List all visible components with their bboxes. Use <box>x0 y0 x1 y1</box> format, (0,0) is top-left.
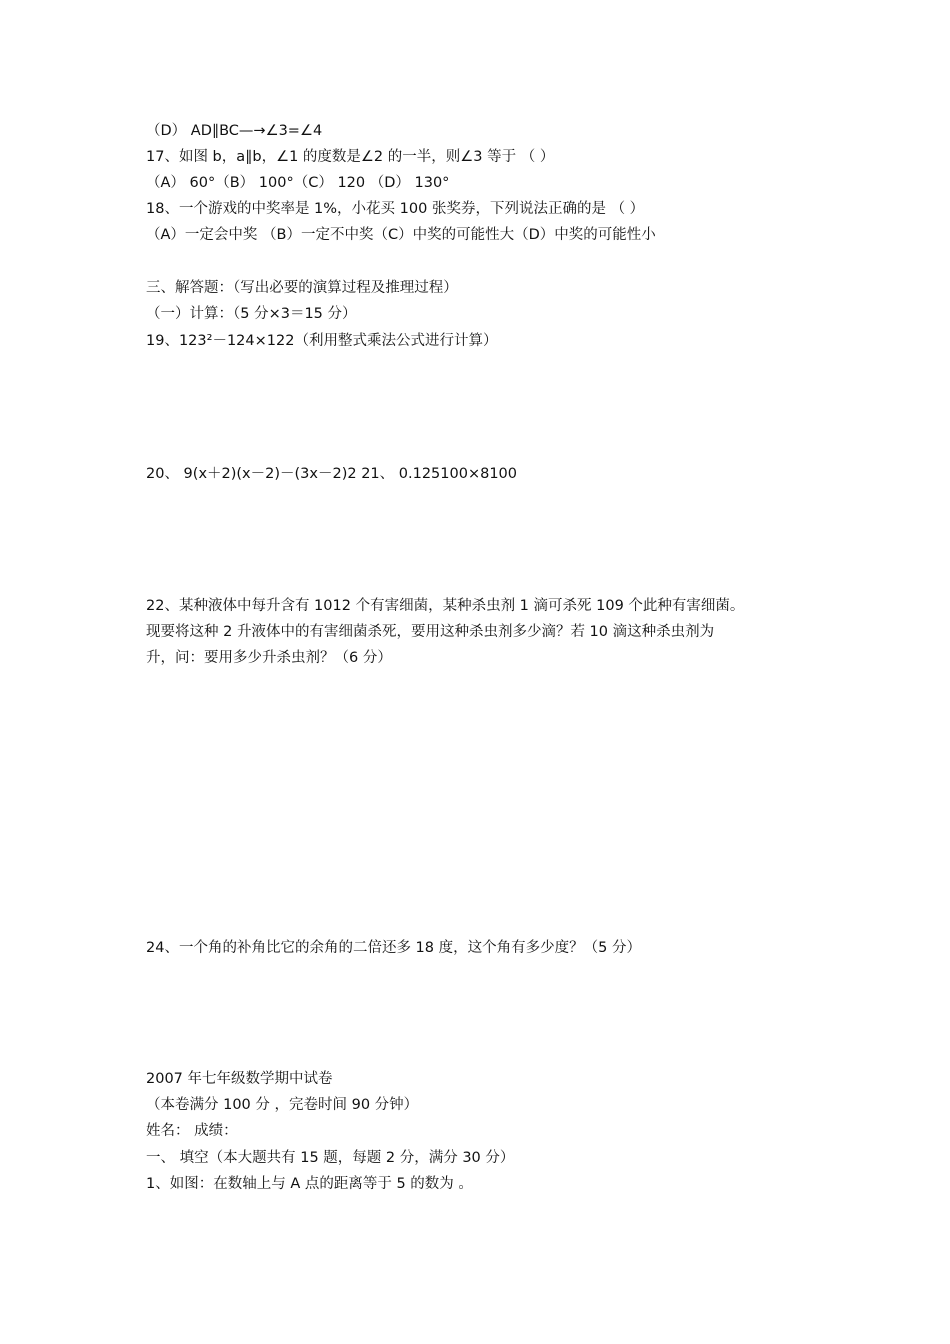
section-one-heading: 一、 填空（本大题共有 15 题，每题 2 分，满分 30 分） <box>146 1150 515 1166</box>
question-22-line-1: 22、某种液体中每升含有 1012 个有害细菌，某种杀虫剂 1 滴可杀死 109 个此种有害细菌。 <box>146 598 745 614</box>
question-18-options: （A）一定会中奖 （B）一定不中奖（C）中奖的可能性大（D）中奖的可能性小 <box>146 227 656 243</box>
question-20-21: 20、 9(x＋2)(x－2)－(3x－2)2 21、 0.125100×8100 <box>146 466 518 482</box>
option-d-line: （D） AD∥BC—→∠3=∠4 <box>146 123 323 139</box>
question-24: 24、一个角的补角比它的余角的二倍还多 18 度，这个角有多少度？（5 分） <box>146 940 641 956</box>
exam-info: （本卷满分 100 分 ，完卷时间 90 分钟） <box>146 1097 419 1113</box>
exam-title: 2007 年七年级数学期中试卷 <box>146 1071 333 1087</box>
question-19: 19、123²－124×122（利用整式乘法公式进行计算） <box>146 333 498 349</box>
question-22-line-3: 升，问：要用多少升杀虫剂？（6 分） <box>146 650 392 666</box>
question-22-line-2: 现要将这种 2 升液体中的有害细菌杀死，要用这种杀虫剂多少滴？若 10 滴这种杀虫剂为 <box>146 624 715 640</box>
name-score-line: 姓名： 成绩： <box>146 1123 238 1139</box>
question-18: 18、一个游戏的中奖率是 1%，小花买 100 张奖券，下列说法正确的是 （ ） <box>146 201 645 217</box>
calc-subsection-heading: （一）计算：（5 分×3＝15 分） <box>146 306 357 322</box>
question-1: 1、如图：在数轴上与 A 点的距离等于 5 的数为 。 <box>146 1176 473 1192</box>
question-17-options: （A） 60°（B） 100°（C） 120 （D） 130° <box>146 175 450 191</box>
section-three-heading: 三、解答题：（写出必要的演算过程及推理过程） <box>146 280 458 296</box>
question-17: 17、如图 b，a∥b，∠1 的度数是∠2 的一半，则∠3 等于 （ ） <box>146 149 555 165</box>
